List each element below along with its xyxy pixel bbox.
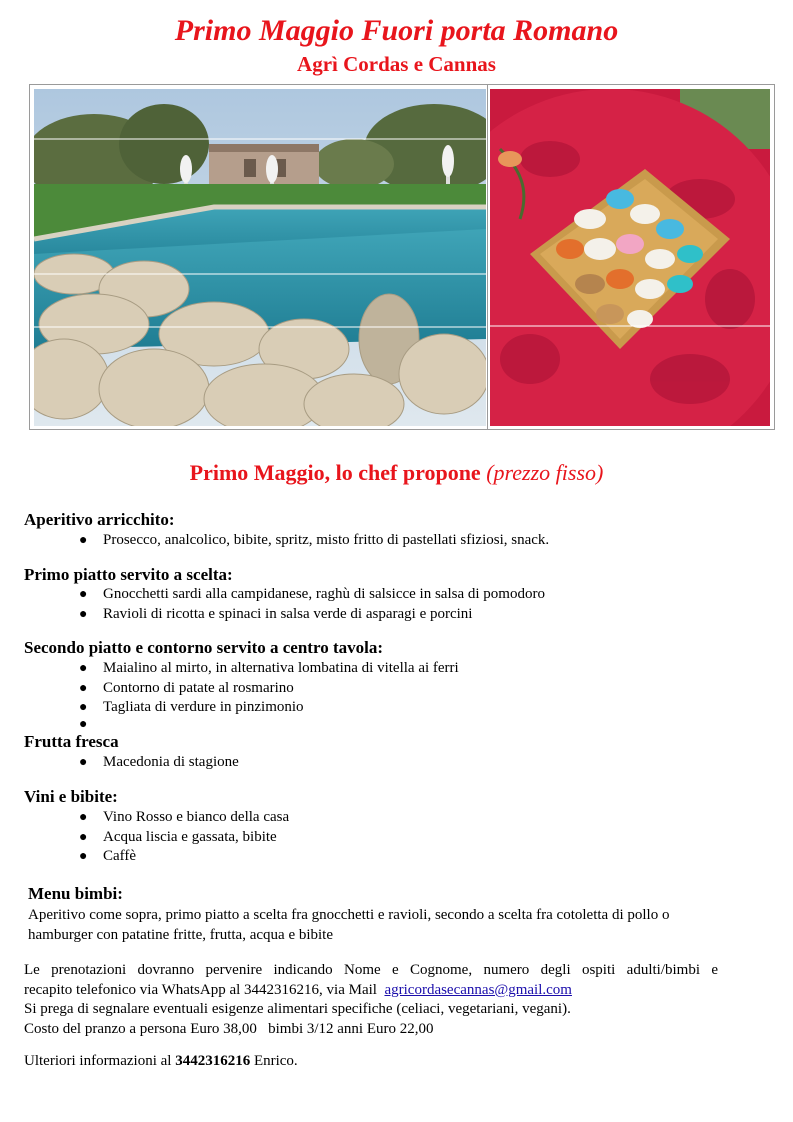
list-item: ● Acqua liscia e gassata, bibite bbox=[0, 828, 289, 848]
menu-heading-price-note: (prezzo fisso) bbox=[486, 460, 604, 485]
menu-heading-main: Primo Maggio, lo chef propone bbox=[189, 460, 481, 485]
bullet-icon: ● bbox=[79, 810, 88, 825]
list-item: ● Prosecco, analcolico, bibite, spritz, misto fritto di pastellati sfiziosi, snack. bbox=[0, 531, 549, 551]
bullet-icon: ● bbox=[79, 849, 88, 864]
booking-line-2: recapito telefonico via WhatsApp al 3442316216, via Mail agricordasecannas@gmail.com bbox=[24, 981, 572, 998]
booking-info bbox=[24, 961, 718, 1039]
price-line: Costo del pranzo a persona Euro 38,00 bimbi 3/12 anni Euro 22,00 bbox=[24, 1020, 434, 1037]
page-subtitle: Agrì Cordas e Cannas bbox=[297, 52, 496, 76]
section-title-primo: Primo piatto servito a scelta: bbox=[24, 565, 233, 584]
menu-bimbi-text: Aperitivo come sopra, primo piatto a scelta fra gnocchetti e ravioli, secondo a scelta fra cotoletta di pollo o hamburger con patatine fritte, frutta, acqua e bibite bbox=[28, 907, 670, 943]
section-title-vini: Vini e bibite: bbox=[24, 787, 118, 806]
photo-divider bbox=[487, 85, 488, 429]
list-item: ● Vino Rosso e bianco della casa bbox=[0, 808, 289, 828]
list-item: ● Ravioli di ricotta e spinaci in salsa verde di asparagi e porcini bbox=[0, 605, 545, 625]
primo-list bbox=[0, 585, 545, 624]
bullet-icon: ● bbox=[79, 587, 88, 602]
section-title-frutta: Frutta fresca bbox=[24, 732, 119, 751]
sweets-photo bbox=[490, 89, 770, 426]
bullet-icon: ● bbox=[79, 829, 88, 845]
list-item: ● Caffè bbox=[0, 847, 289, 867]
aperitivo-list bbox=[0, 531, 549, 551]
frutta-list bbox=[0, 753, 239, 773]
bullet-icon: ● bbox=[79, 716, 88, 732]
email-link[interactable]: agricordasecannas@gmail.com bbox=[384, 981, 572, 998]
contact-phone: 3442316216 bbox=[175, 1053, 251, 1069]
secondo-list bbox=[0, 659, 459, 731]
section-title-aperitivo: Aperitivo arricchito: bbox=[24, 510, 175, 529]
section-title-secondo: Secondo piatto e contorno servito a centro tavola: bbox=[24, 638, 383, 657]
bullet-icon: ● bbox=[79, 700, 88, 715]
list-item bbox=[0, 718, 459, 731]
list-item: ● Gnocchetti sardi alla campidanese, raghù di salsicce in salsa di pomodoro bbox=[0, 585, 545, 605]
bullet-icon: ● bbox=[79, 680, 88, 696]
bullet-icon: ● bbox=[79, 755, 88, 770]
list-item: ● Tagliata di verdure in pinzimonio bbox=[0, 698, 459, 718]
page-title: Primo Maggio Fuori porta Romano bbox=[174, 14, 619, 47]
vini-list bbox=[0, 808, 289, 867]
menu-bimbi-title: Menu bimbi: bbox=[28, 884, 123, 903]
list-item: ● Macedonia di stagione bbox=[0, 753, 239, 773]
dietary-note: Si prega di segnalare eventuali esigenze alimentari specifiche (celiaci, vegetariani, vegani). bbox=[24, 1001, 571, 1017]
bullet-icon: ● bbox=[79, 606, 88, 622]
bullet-icon: ● bbox=[79, 533, 88, 548]
menu-heading bbox=[0, 460, 793, 486]
booking-line-1: Le prenotazioni dovranno pervenire indicando Nome e Cognome, numero degli ospiti adulti/bimbi e bbox=[24, 962, 718, 978]
list-item: ● Maialino al mirto, in alternativa lombatina di vitella ai ferri bbox=[0, 659, 459, 679]
pool-photo bbox=[34, 89, 486, 426]
list-item: ● Contorno di patate al rosmarino bbox=[0, 679, 459, 699]
contact-line: Ulteriori informazioni al 3442316216 Enrico. bbox=[24, 1053, 298, 1069]
bullet-icon: ● bbox=[79, 661, 88, 676]
photo-table bbox=[29, 84, 775, 430]
